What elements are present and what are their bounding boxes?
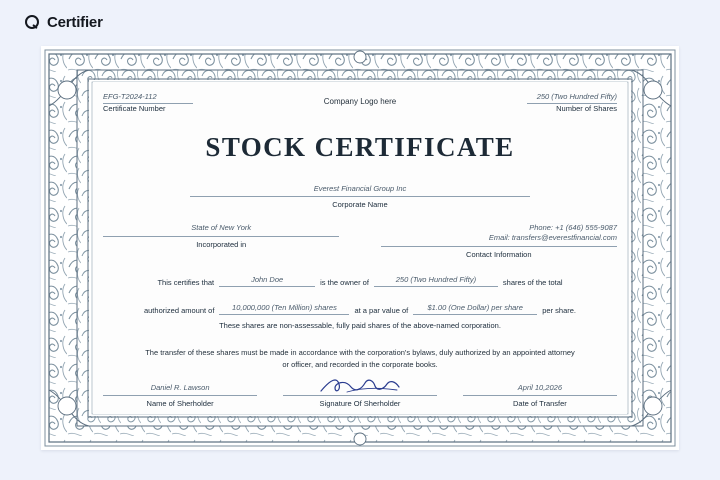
par-value-value: $1.00 (One Dollar) per share (413, 303, 537, 315)
number-of-shares-field (527, 92, 617, 113)
incorporated-in-label: Incorporated in (196, 240, 247, 250)
authorized-sentence-post: per share. (542, 306, 577, 316)
certificate-number-value: EFG-T2024-112 (103, 92, 193, 104)
holder-name-value: John Doe (219, 275, 315, 287)
signature-field (283, 373, 437, 408)
signature-value (283, 373, 437, 396)
signature-label: Signature Of Sherholder (319, 399, 401, 408)
date-of-transfer-field (463, 379, 617, 408)
contact-information-label: Contact Information (466, 250, 532, 260)
incorporation-contact-row (103, 223, 617, 259)
shareholder-name-label: Name of Sherholder (146, 399, 214, 408)
ownership-sentence-mid: is the owner of (320, 278, 369, 288)
number-of-shares-value: 250 (Two Hundred Fifty) (527, 92, 617, 104)
certifier-q-logo-icon (24, 14, 41, 31)
authorized-amount-sentence (103, 303, 617, 315)
signature-row (103, 373, 617, 408)
date-of-transfer-label: Date of Transfer (513, 399, 567, 408)
corporate-name-field (190, 184, 530, 209)
certificate-number-field (103, 92, 193, 113)
contact-information-value (381, 223, 617, 247)
date-of-transfer-value: April 10,2026 (463, 379, 617, 396)
authorized-amount-value: 10,000,000 (Ten Million) shares (219, 303, 349, 315)
certificate-content (103, 90, 617, 408)
non-assessable-note: These shares are non-assessable, fully paid shares of the above-named corporation. (219, 321, 501, 331)
certificate-header-row (103, 92, 617, 113)
brand-logo[interactable] (24, 14, 103, 31)
ownership-sentence-post: shares of the total (502, 278, 563, 288)
contact-phone: Phone: +1 (646) 555-9087 (529, 223, 617, 232)
certificate-number-label: Certificate Number (103, 104, 166, 113)
certificate-title: STOCK CERTIFICATE (205, 132, 515, 162)
contact-information-field (381, 223, 617, 259)
authorized-sentence-pre: authorized amount of (143, 306, 215, 316)
number-of-shares-label: Number of Shares (556, 104, 617, 113)
shareholder-name-value: Daniel R. Lawson (103, 379, 257, 396)
company-logo-placeholder: Company Logo here (323, 97, 397, 106)
corporate-name-label: Corporate Name (332, 200, 388, 209)
shares-owned-value: 250 (Two Hundred Fifty) (374, 275, 498, 287)
brand-name: Certifier (47, 14, 103, 31)
shareholder-name-field (103, 379, 257, 408)
corporate-name-value: Everest Financial Group Inc (190, 184, 530, 197)
transfer-paragraph: The transfer of these shares must be made in accordance with the corporation's bylaws, duly authorized by an appointed attorney or officer, and recorded in the corporate books. (145, 348, 575, 370)
ownership-sentence (103, 275, 617, 287)
authorized-sentence-mid: at a par value of (354, 306, 409, 316)
ownership-sentence-pre: This certifies that (157, 278, 215, 288)
handwritten-signature-icon (317, 375, 403, 395)
contact-email: Email: transfers@everestfinancial.com (488, 233, 617, 243)
incorporated-in-value: State of New York (103, 223, 339, 237)
incorporated-in-field (103, 223, 339, 259)
stock-certificate-document (41, 46, 679, 450)
